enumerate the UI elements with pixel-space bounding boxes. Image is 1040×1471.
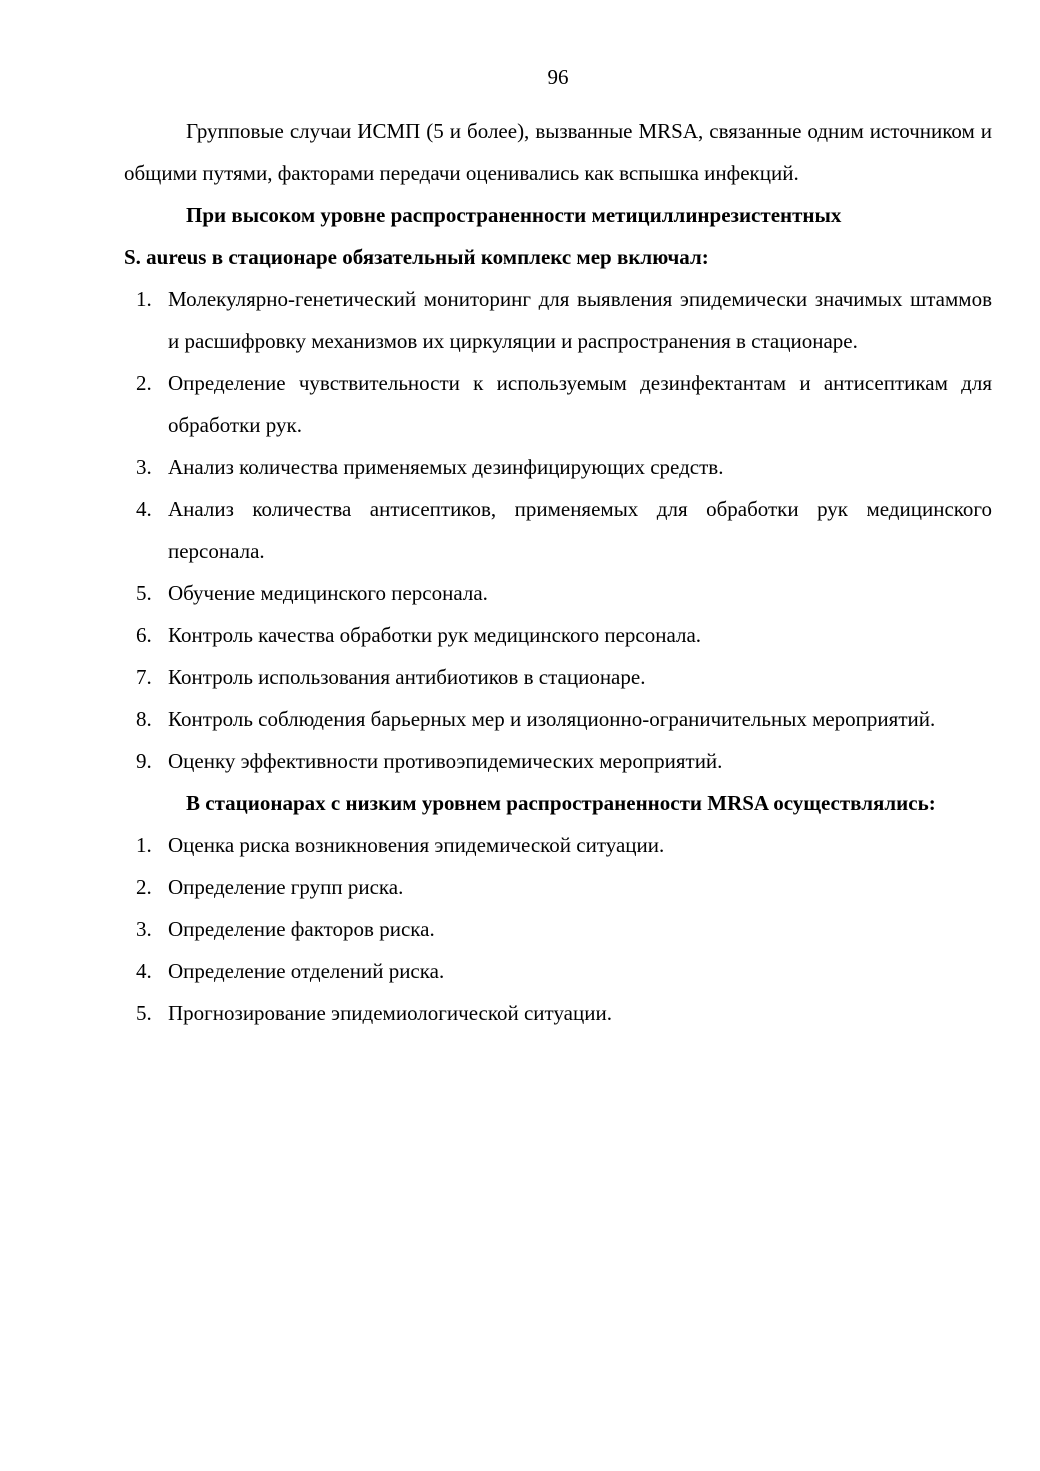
section-2-list xyxy=(124,824,992,1034)
list-item-text: Определение групп риска. xyxy=(168,875,404,899)
section-1-heading-line-2: S. aureus в стационаре обязательный комплекс мер включал: xyxy=(124,245,709,269)
section-low-prevalence xyxy=(124,782,992,1034)
list-item-number: 2. xyxy=(136,875,152,899)
list-item xyxy=(124,278,992,362)
list-item-text: Контроль качества обработки рук медицинского персонала. xyxy=(168,623,702,647)
list-item-number: 5. xyxy=(136,1001,152,1025)
list-item-text: Обучение медицинского персонала. xyxy=(168,581,488,605)
list-item-number: 1. xyxy=(136,287,152,311)
list-item xyxy=(124,656,992,698)
list-item-number: 3. xyxy=(136,455,152,479)
list-item xyxy=(124,446,992,488)
list-item-text: Оценку эффективности противоэпидемических мероприятий. xyxy=(168,749,723,773)
list-item-text: Оценка риска возникновения эпидемической ситуации. xyxy=(168,833,665,857)
list-item-number: 2. xyxy=(136,371,152,395)
page-content xyxy=(124,110,992,1034)
list-item-text: Анализ количества антисептиков, применяемых для обработки рук медицинского персонала. xyxy=(168,497,992,563)
list-item-number: 1. xyxy=(136,833,152,857)
list-item xyxy=(124,950,992,992)
list-item-text: Определение отделений риска. xyxy=(168,959,445,983)
list-item-text: Прогнозирование эпидемиологической ситуации. xyxy=(168,1001,612,1025)
list-item xyxy=(124,992,992,1034)
list-item-number: 6. xyxy=(136,623,152,647)
list-item-number: 5. xyxy=(136,581,152,605)
list-item xyxy=(124,572,992,614)
list-item-number: 7. xyxy=(136,665,152,689)
list-item xyxy=(124,824,992,866)
list-item-number: 8. xyxy=(136,707,152,731)
section-1-heading-line-1: При высоком уровне распространенности метициллинрезистентных xyxy=(186,203,842,227)
list-item-text: Контроль использования антибиотиков в стационаре. xyxy=(168,665,646,689)
list-item xyxy=(124,614,992,656)
list-item-number: 4. xyxy=(136,959,152,983)
list-item xyxy=(124,908,992,950)
page-number: 96 xyxy=(547,65,569,89)
list-item-number: 4. xyxy=(136,497,152,521)
list-item xyxy=(124,362,992,446)
list-item xyxy=(124,740,992,782)
list-item xyxy=(124,866,992,908)
list-item-text: Определение чувствительности к используемым дезинфектантам и антисептикам для обработки рук. xyxy=(168,371,992,437)
list-item-number: 9. xyxy=(136,749,152,773)
list-item-text: Анализ количества применяемых дезинфицирующих средств. xyxy=(168,455,724,479)
list-item-text: Контроль соблюдения барьерных мер и изоляционно-ограничительных мероприятий. xyxy=(168,707,936,731)
section-1-list xyxy=(124,278,992,782)
section-2-heading: В стационарах с низким уровнем распространенности MRSA осуществлялись: xyxy=(186,791,936,815)
list-item-text: Определение факторов риска. xyxy=(168,917,435,941)
list-item-text: Молекулярно-генетический мониторинг для выявления эпидемически значимых штаммов и расшифровку механизмов их циркуляции и распространения в стационаре. xyxy=(168,287,992,353)
list-item xyxy=(124,488,992,572)
list-item xyxy=(124,698,992,740)
section-high-prevalence xyxy=(124,194,992,782)
intro-paragraph: Групповые случаи ИСМП (5 и более), вызванные MRSA, связанные одним источником и общими путями, факторами передачи оценивались как вспышка инфекций. xyxy=(124,119,992,185)
list-item-number: 3. xyxy=(136,917,152,941)
